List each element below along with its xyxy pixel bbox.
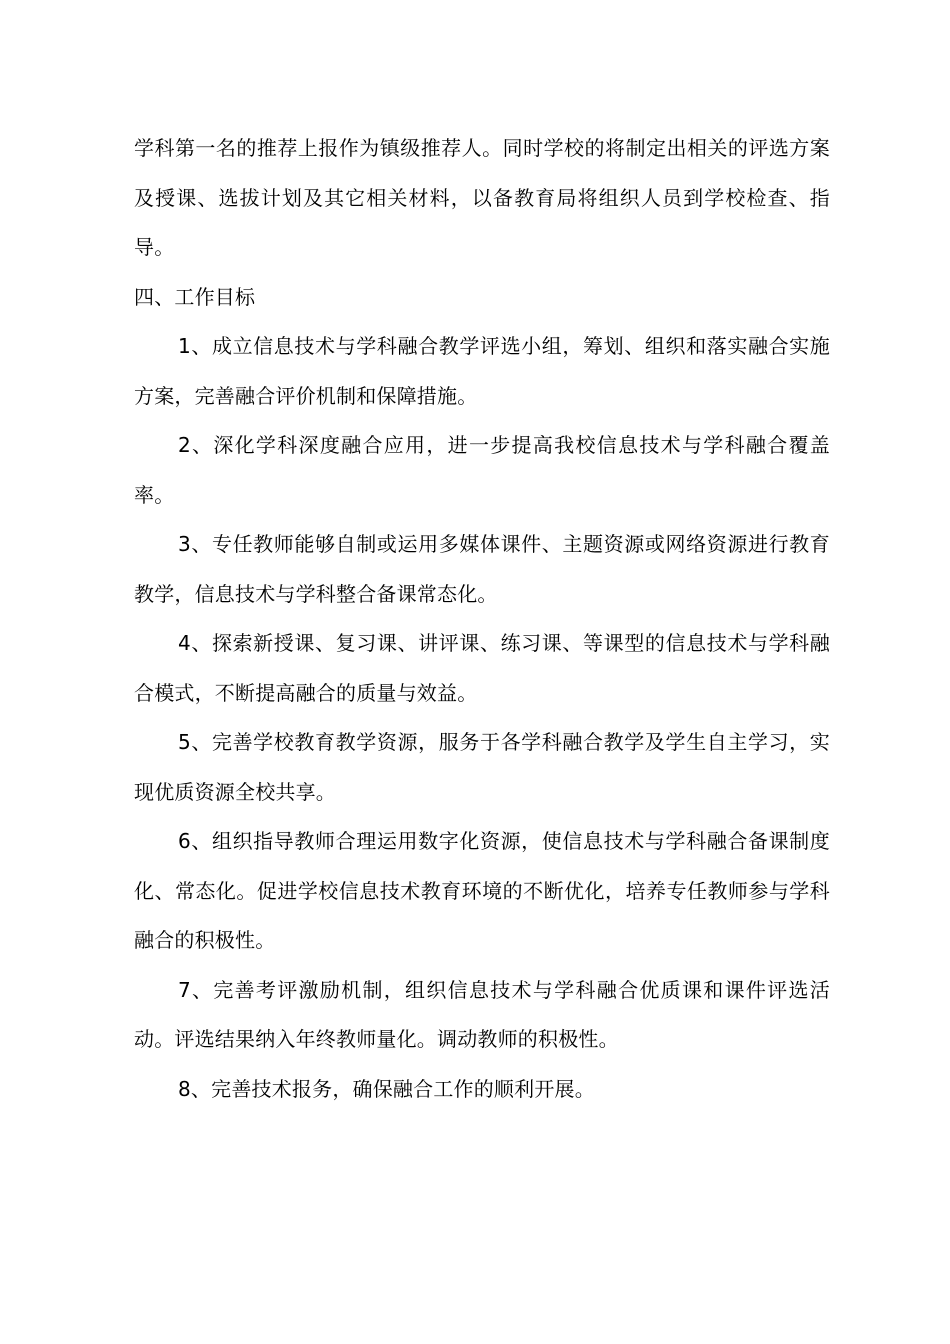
goal-item-6: 6、组织指导教师合理运用数字化资源，使信息技术与学科融合备课制度化、常态化。促进学校信息技术教育环境的不断优化，培养专任教师参与学科融合的积极性。 xyxy=(134,829,830,952)
section-heading-work-goals: 四、工作目标 xyxy=(134,284,256,309)
goal-item-4: 4、探索新授课、复习课、讲评课、练习课、等课型的信息技术与学科融合模式，不断提高融合的质量与效益。 xyxy=(134,631,830,705)
document-body xyxy=(134,124,830,1114)
goal-item-8: 8、完善技术报务，确保融合工作的顺利开展。 xyxy=(178,1076,595,1101)
goal-item-5: 5、完善学校教育教学资源，服务于各学科融合教学及学生自主学习，实现优质资源全校共享。 xyxy=(134,730,830,804)
goal-item-7: 7、完善考评激励机制，组织信息技术与学科融合优质课和课件评选活动。评选结果纳入年终教师量化。调动教师的积极性。 xyxy=(134,977,830,1051)
goal-item-1: 1、成立信息技术与学科融合教学评选小组，筹划、组织和落实融合实施方案，完善融合评价机制和保障措施。 xyxy=(134,334,830,408)
paragraph-continuation: 学科第一名的推荐上报作为镇级推荐人。同时学校的将制定出相关的评选方案及授课、选拔计划及其它相关材料，以备教育局将组织人员到学校检查、指导。 xyxy=(134,136,830,259)
goal-item-3: 3、专任教师能够自制或运用多媒体课件、主题资源或网络资源进行教育教学，信息技术与学科整合备课常态化。 xyxy=(134,532,830,606)
goal-item-2: 2、深化学科深度融合应用，进一步提高我校信息技术与学科融合覆盖率。 xyxy=(134,433,830,507)
